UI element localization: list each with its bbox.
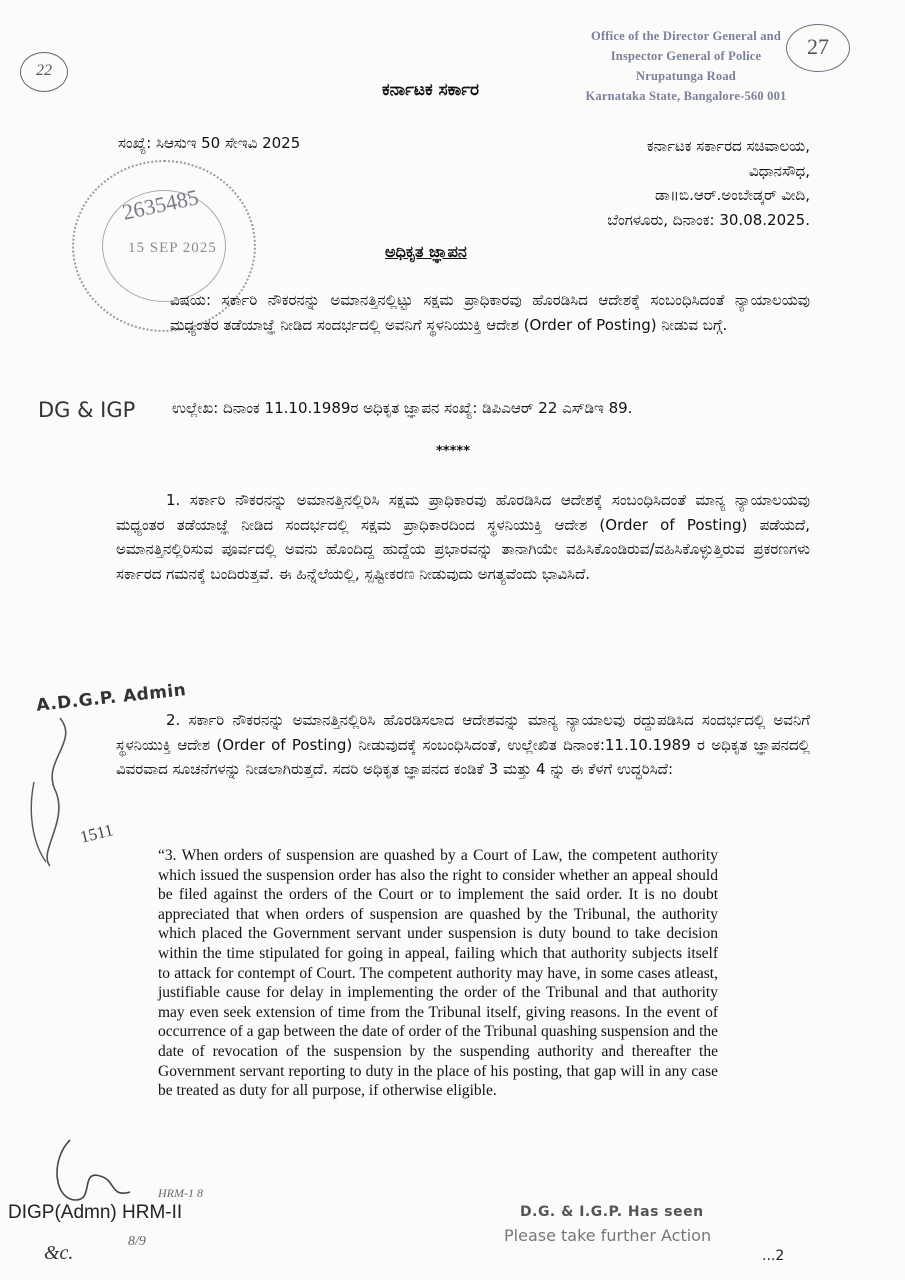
quoted-paragraph-3: “3. When orders of suspension are quashed by a Court of Law, the competent authority which issued the suspension order has also the right to consider whether an appeal should be filed against the orders of the Court or to implement the said order. It is no doubt appreciated that when orders of suspension are quashed by the Tribunal, the authority which placed the Government servant under suspension is duty bound to take decision within the time stipulated for going in appeal, failing which that authority subjects itself to attack for contempt of Court. The competent authority may have, in some cases atleast, justifiable cause for delay in implementing the order of the Tribunal and that authority may even seek extension of time from the Tribunal itself, giving reasons. In the event of occurrence of a gap between the date of order of the Tribunal quashing suspension and the date of revocation of the suspension by the suspending authority and thereafter the Government servant reporting to duty in the place of his posting, that gap will in any case be treated as duty for all purpose, if otherwise eligible. <box>158 847 718 1100</box>
adgp-annotation: A.D.G.P. Admin <box>35 680 188 716</box>
received-stamp-number: 2635485 <box>120 184 201 225</box>
subject-text: ವಿಷಯ: ಸರ್ಕಾರಿ ನೌಕರನನ್ನು ಅಮಾನತ್ತಿನಲ್ಲಿಟ್ಟು ಸಕ್ಷಮ ಪ್ರಾಧಿಕಾರವು ಹೊರಡಿಸಿದ ಆದೇಶಕ್ಕೆ ಸಂಬಂಧಿಸಿದಂತೆ ನ್ಯಾಯಾಲಯವು ಮಧ್ಯಂತರ ತಡೆಯಾಜ್ಞೆ ನೀಡಿದ ಸಂದರ್ಭದಲ್ಲಿ ಅವನಿಗೆ ಸ್ಥಳನಿಯುಕ್ತಿ ಆದೇಶ (Order of Posting) ನೀಡುವ ಬಗ್ಗೆ. <box>170 291 810 334</box>
address-block <box>530 134 810 232</box>
handwritten-number: 1511 <box>78 820 116 847</box>
office-stamp-line: Inspector General of Police <box>610 49 762 63</box>
signature-initials: &c. <box>44 1242 74 1264</box>
circled-page-number: 27 <box>786 24 850 72</box>
circled-annotation-left: 22 <box>20 52 68 92</box>
reference-text: ಉಲ್ಲೇಖ: ದಿನಾಂಕ 11.10.1989ರ ಅಧಿಕೃತ ಜ್ಞಾಪನ ಸಂಖ್ಯೆ: ಡಿಪಿಎಆರ್ 22 ಎಸ್‌ಡಿಇ 89. <box>172 399 633 417</box>
address-line: ವಿಧಾನಸೌಧ, <box>748 161 810 180</box>
office-stamp-line: Karnataka State, Bangalore-560 001 <box>585 89 787 103</box>
address-line: ಡಾ॥ಬಿ.ಆರ್.ಅಂಬೇಡ್ಕರ್ ವೀದಿ, <box>654 186 810 204</box>
government-heading: ಕರ್ನಾಟಕ ಸರ್ಕಾರ <box>382 80 480 100</box>
memo-title: ಅಧಿಕೃತ ಜ್ಞಾಪನ <box>385 242 467 261</box>
address-line: ಬೆಂಗಳೂರು, ದಿನಾಂಕ: 30.08.2025. <box>607 210 810 229</box>
paragraph-2: 2. ಸರ್ಕಾರಿ ನೌಕರನನ್ನು ಅಮಾನತ್ತಿನಲ್ಲಿರಿಸಿ ಹೊರಡಿಸಲಾದ ಆದೇಶವನ್ನು ಮಾನ್ಯ ನ್ಯಾಯಾಲವು ರದ್ದುಪಡಿಸಿದ ಸಂದರ್ಭದಲ್ಲಿ ಅವನಿಗೆ ಸ್ಥಳನಿಯುಕ್ತಿ ಆದೇಶ (Order of Posting) ನೀಡುವುದಕ್ಕೆ ಸಂಬಂಧಿಸಿದಂತೆ, ಉಲ್ಲೇಖಿತ ದಿನಾಂಕ:11.10.1989 ರ ಅಧಿಕೃತ ಜ್ಞಾಪನದಲ್ಲಿ ವಿವರವಾದ ಸೂಚನೆಗಳನ್ನು ನೀಡಲಾಗಿರುತ್ತದೆ. ಸದರಿ ಅಧಿಕೃತ ಜ್ಞಾಪನದ ಕಂಡಿಕೆ 3 ಮತ್ತು 4 ನ್ನು ಈ ಕೆಳಗೆ ಉದ್ಧರಿಸಿದೆ: <box>116 711 810 778</box>
office-stamp <box>556 26 816 106</box>
dg-seen-stamp: D.G. & I.G.P. Has seen <box>520 1204 704 1220</box>
office-stamp-line: Nrupatunga Road <box>636 69 736 83</box>
paragraph-1: 1. ಸರ್ಕಾರಿ ನೌಕರನನ್ನು ಅಮಾನತ್ತಿನಲ್ಲಿರಿಸಿ ಸಕ್ಷಮ ಪ್ರಾಧಿಕಾರವು ಹೊರಡಿಸಿದ ಆದೇಶಕ್ಕೆ ಸಂಬಂಧಿಸಿದಂತೆ ಮಾನ್ಯ ನ್ಯಾಯಾಲಯವು ಮಧ್ಯಂತರ ತಡೆಯಾಜ್ಞೆ ನೀಡಿದ ಸಂದರ್ಭದಲ್ಲಿ ಸಕ್ಷಮ ಪ್ರಾಧಿಕಾರದಿಂದ ಸ್ಥಳನಿಯುಕ್ತಿ ಆದೇಶ (Order of Posting) ಪಡೆಯದೆ, ಅಮಾನತ್ತಿನಲ್ಲಿರಿಸುವ ಪೂರ್ವದಲ್ಲಿ ಅವನು ಹೊಂದಿದ್ದ ಹುದ್ದೆಯ ಪ್ರಭಾರವನ್ನು ತಾನಾಗಿಯೇ ವಹಿಸಿಕೊಂಡಿರುವ/ವಹಿಸಿಕೊಳ್ಳುತ್ತಿರುವ ಪ್ರಕರಣಗಳು ಸರ್ಕಾರದ ಗಮನಕ್ಕೆ ಬಂದಿರುತ್ತವೆ. ಈ ಹಿನ್ನೆಲೆಯಲ್ಲಿ, ಸ್ಪಷ್ಟೀಕರಣ ನೀಡುವುದು ಅಗತ್ಯವೆಂದು ಭಾವಿಸಿದೆ. <box>116 491 810 583</box>
separator: ***** <box>436 444 470 459</box>
digp-annotation: DIGP(Admn) HRM-II <box>8 1202 183 1223</box>
signature-date: 8/9 <box>128 1234 146 1249</box>
hrm-annotation: HRM-1 8 <box>158 1186 203 1200</box>
received-stamp-date: 15 SEP 2025 <box>128 240 217 256</box>
office-stamp-line: Office of the Director General and <box>591 29 781 43</box>
signature-scribble <box>40 1130 160 1210</box>
reference-number: ಸಂಖ್ಯೆ: ಸಿಆಸುಇ 50 ಸೇಇವಿ 2025 <box>118 134 301 152</box>
take-action-stamp: Please take further Action <box>504 1226 712 1245</box>
handwritten-scribble <box>20 712 100 872</box>
address-line: ಕರ್ನಾಟಕ ಸರ್ಕಾರದ ಸಚಿವಾಲಯ, <box>646 137 810 155</box>
dg-igp-annotation: DG & IGP <box>38 398 136 422</box>
page-number: ...2 <box>762 1248 785 1264</box>
